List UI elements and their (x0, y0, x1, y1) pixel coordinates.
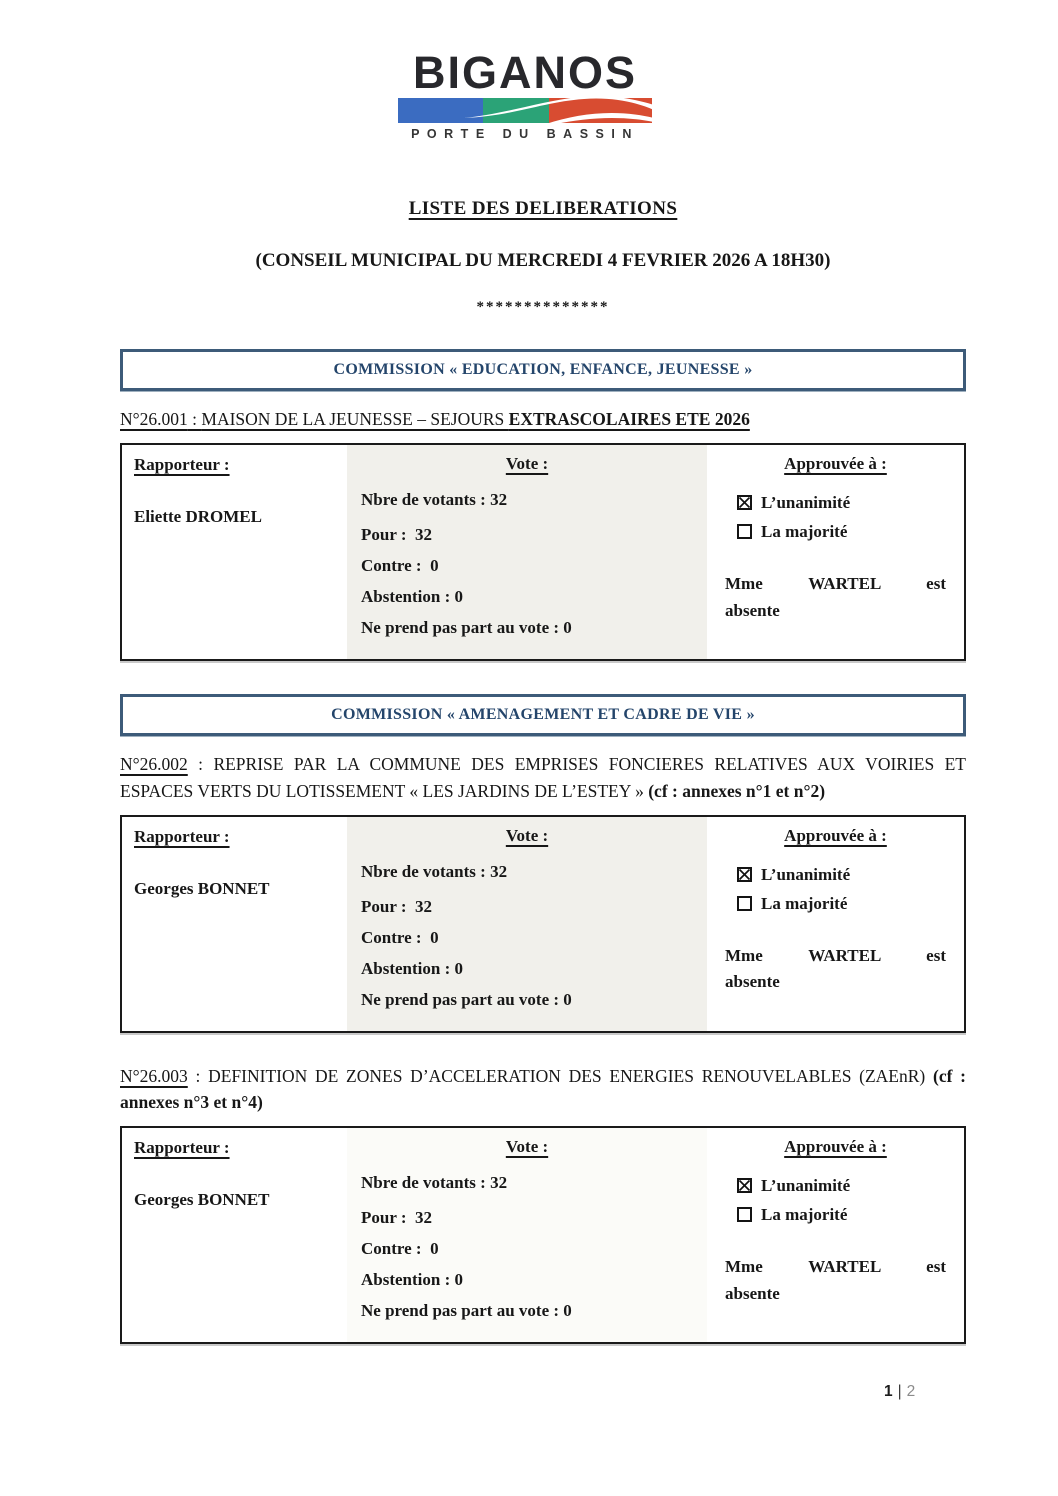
deliberation-26-003-number: N°26.003 (120, 1065, 188, 1086)
vote-line-abstention: Abstention : 0 (361, 587, 464, 607)
rapporteur-cell (122, 1128, 347, 1342)
vote-line-ne-prend-pas-part: Ne prend pas part au vote : 0 (361, 618, 572, 638)
deliberation-26-003-annexes: (cf : annexes n°3 et n°4) (120, 1065, 966, 1112)
page-number-total: 2 (906, 1383, 916, 1400)
option-majorite: La majorité (737, 1200, 948, 1229)
commission-header-education: COMMISSION « EDUCATION, ENFANCE, JEUNESSE » (120, 349, 966, 391)
option-unanimite: L’unanimité (737, 488, 948, 517)
logo-band-icon (396, 97, 654, 124)
rapporteur-name: Georges BONNET (134, 878, 270, 898)
approved-label: Approuvée à : (784, 1137, 887, 1157)
vote-lines (361, 862, 695, 1010)
checkbox-unchecked-icon (737, 524, 752, 539)
checkbox-unchecked-icon (737, 1207, 752, 1222)
approved-label: Approuvée à : (784, 454, 887, 474)
approved-cell (707, 1128, 964, 1342)
vote-line-contre: Contre : 0 (361, 927, 439, 947)
vote-table-26-001 (120, 443, 966, 661)
vote-label: Vote : (505, 825, 549, 845)
deliberation-26-002-number: N°26.002 (120, 754, 188, 775)
vote-line-votants: Nbre de votants : 32 (361, 861, 508, 881)
vote-cell (347, 445, 707, 659)
logo-wordmark: BIGANOS (412, 47, 637, 98)
biganos-logo (390, 47, 660, 141)
deliberation-heading-26-001 (120, 406, 966, 432)
approval-options (737, 488, 948, 546)
deliberation-26-002-text: REPRISE PAR LA COMMUNE DES EMPRISES FONCIERES RELATIVES AUX VOIRIES ET ESPACES VERTS DU LOTISSEMENT « LES JARDINS DE L’ESTEY » (120, 754, 966, 801)
checkbox-checked-icon (737, 1178, 752, 1193)
option-majorite: La majorité (737, 889, 948, 918)
separator-stars: ************** (476, 299, 610, 315)
rapporteur-cell (122, 445, 347, 659)
logo-tagline: PORTE DU BASSIN (411, 127, 639, 141)
checkbox-checked-icon (737, 495, 752, 510)
page-subtitle: (CONSEIL MUNICIPAL DU MERCREDI 4 FEVRIER 2026 A 18H30) (255, 250, 831, 271)
vote-label: Vote : (505, 1137, 549, 1157)
deliberation-heading-26-002: N°26.002 : REPRISE PAR LA COMMUNE DES EMPRISES FONCIERES RELATIVES AUX VOIRIES ET ESPACES VERTS DU LOTISSEMENT « LES JARDINS DE L’ESTEY » (cf : annexes n°1 et n°2) (120, 754, 966, 801)
approved-cell (707, 817, 964, 1031)
vote-cell (347, 1128, 707, 1342)
option-majorite: La majorité (737, 517, 948, 546)
page-number (884, 1383, 915, 1401)
rapporteur-label: Rapporteur : (134, 826, 230, 846)
vote-line-abstention: Abstention : 0 (361, 958, 464, 978)
rapporteur-name: Eliette DROMEL (134, 507, 262, 527)
vote-table-26-002 (120, 815, 966, 1033)
vote-line-contre: Contre : 0 (361, 1239, 439, 1259)
absence-note: Mme WARTEL est absente (725, 1257, 946, 1303)
rapporteur-cell (122, 817, 347, 1031)
approved-label: Approuvée à : (784, 825, 887, 845)
vote-line-abstention: Abstention : 0 (361, 1270, 464, 1290)
page-title-text: LISTE DES DELIBERATIONS (408, 198, 678, 219)
vote-table-26-003 (120, 1126, 966, 1344)
approval-options (737, 1171, 948, 1229)
page-number-separator: | (897, 1383, 902, 1400)
vote-lines (361, 1173, 695, 1321)
approved-cell (707, 445, 964, 659)
deliberation-26-001-text: N°26.001 : MAISON DE LA JEUNESSE – SEJOURS EXTRASCOLAIRES ETE 2026 (120, 409, 750, 429)
vote-line-contre: Contre : 0 (361, 556, 439, 576)
commission-header-amenagement: COMMISSION « AMENAGEMENT ET CADRE DE VIE » (120, 694, 966, 736)
checkbox-unchecked-icon (737, 896, 752, 911)
deliberation-26-002-annexes: (cf : annexes n°1 et n°2) (648, 780, 826, 801)
rapporteur-label: Rapporteur : (134, 455, 230, 475)
option-unanimite: L’unanimité (737, 860, 948, 889)
rapporteur-label: Rapporteur : (134, 1138, 230, 1158)
vote-lines (361, 490, 695, 638)
deliberation-heading-26-003: N°26.003 : DEFINITION DE ZONES D’ACCELERATION DES ENERGIES RENOUVELABLES (ZAEnR) (cf : annexes n°3 et n°4) (120, 1065, 966, 1112)
option-unanimite: L’unanimité (737, 1171, 948, 1200)
vote-line-ne-prend-pas-part: Ne prend pas part au vote : 0 (361, 1301, 572, 1321)
absence-note: Mme WARTEL est absente (725, 945, 946, 992)
vote-line-pour: Pour : 32 (361, 1208, 432, 1228)
vote-line-pour: Pour : 32 (361, 896, 432, 916)
page-number-current: 1 (884, 1383, 893, 1400)
approval-options (737, 860, 948, 918)
deliberation-26-003-text: DEFINITION DE ZONES D’ACCELERATION DES ENERGIES RENOUVELABLES (ZAEnR) (208, 1065, 933, 1086)
vote-line-votants: Nbre de votants : 32 (361, 490, 508, 510)
rapporteur-name: Georges BONNET (134, 1190, 270, 1210)
absence-note: Mme WARTEL est absente (725, 574, 946, 620)
vote-cell (347, 817, 707, 1031)
vote-line-pour: Pour : 32 (361, 525, 432, 545)
vote-line-votants: Nbre de votants : 32 (361, 1173, 508, 1193)
vote-line-ne-prend-pas-part: Ne prend pas part au vote : 0 (361, 989, 572, 1009)
checkbox-checked-icon (737, 867, 752, 882)
vote-label: Vote : (505, 454, 549, 474)
